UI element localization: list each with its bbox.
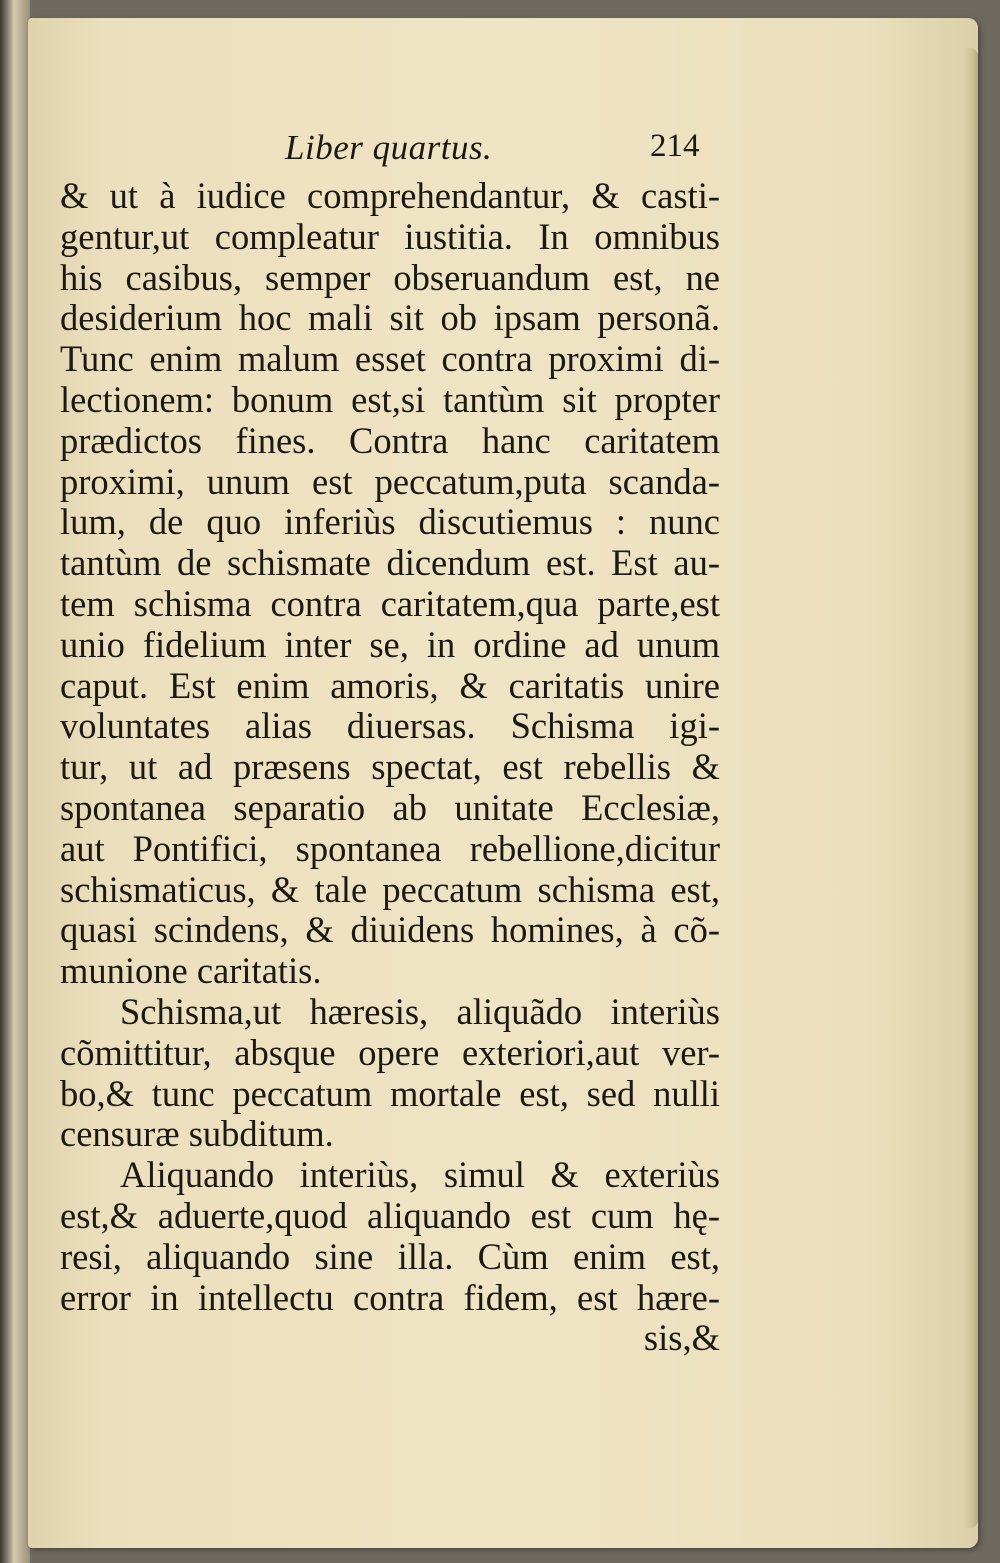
- text-line: & ut à iudice comprehendantur, & casti-: [60, 175, 720, 216]
- text-line: lum, de quo inferiùs discutiemus : nunc: [60, 501, 720, 543]
- text-line: desiderium hoc mali sit ob ipsam personã.: [60, 297, 720, 339]
- previous-leaf-edge: [0, 0, 30, 1563]
- page-number: 214: [650, 128, 700, 164]
- text-line: voluntates alias diuersas. Schisma igi-: [60, 705, 720, 747]
- text-line: Schisma,ut hæresis, aliquãdo interiùs: [120, 990, 720, 1032]
- text-line: cõmittitur, absque opere exteriori,aut ver-: [60, 1031, 720, 1073]
- text-line: Aliquando interiùs, simul & exteriùs: [120, 1154, 720, 1196]
- text-line: tem schisma contra caritatem,qua parte,est: [60, 582, 720, 624]
- text-line: censuræ subditum.: [60, 1113, 334, 1155]
- text-line: Tunc enim malum esset contra proximi di-: [60, 338, 720, 380]
- page-header: [30, 128, 718, 172]
- catchword: sis,&: [643, 1317, 720, 1359]
- text-line: resi, aliquando sine illa. Cùm enim est,: [60, 1235, 720, 1277]
- text-line: est,& aduerte,quod aliquando est cum hę-: [60, 1194, 720, 1236]
- text-line: unio fidelium inter se, in ordine ad unum: [60, 623, 720, 665]
- body-text: [60, 176, 720, 1359]
- text-line: tantùm de schismate dicendum est. Est au-: [60, 542, 720, 584]
- page-fore-edge: [964, 48, 978, 1528]
- text-line: proximi, unum est peccatum,puta scanda-: [60, 460, 720, 502]
- text-line: schismaticus, & tale peccatum schisma est,: [60, 868, 720, 910]
- text-line: prædictos fines. Contra hanc caritatem: [60, 419, 720, 461]
- text-line: his casibus, semper obseruandum est, ne: [60, 256, 720, 298]
- text-line: spontanea separatio ab unitate Ecclesiæ,: [60, 786, 720, 828]
- text-line: aut Pontifici, spontanea rebellione,dicitur: [60, 827, 720, 869]
- text-line: munione caritatis.: [60, 950, 322, 992]
- text-line: error in intellectu contra fidem, est hære-: [60, 1276, 720, 1318]
- text-line: bo,& tunc peccatum mortale est, sed nulli: [60, 1072, 720, 1114]
- text-line: caput. Est enim amoris, & caritatis unire: [60, 664, 720, 706]
- text-line: gentur,ut compleatur iustitia. In omnibus: [60, 215, 720, 257]
- text-line: quasi scindens, & diuidens homines, à cõ-: [60, 909, 720, 951]
- running-title: Liber quartus.: [285, 128, 493, 167]
- text-line: tur, ut ad præsens spectat, est rebellis &: [60, 746, 720, 788]
- text-line: lectionem: bonum est,si tantùm sit propter: [60, 378, 720, 420]
